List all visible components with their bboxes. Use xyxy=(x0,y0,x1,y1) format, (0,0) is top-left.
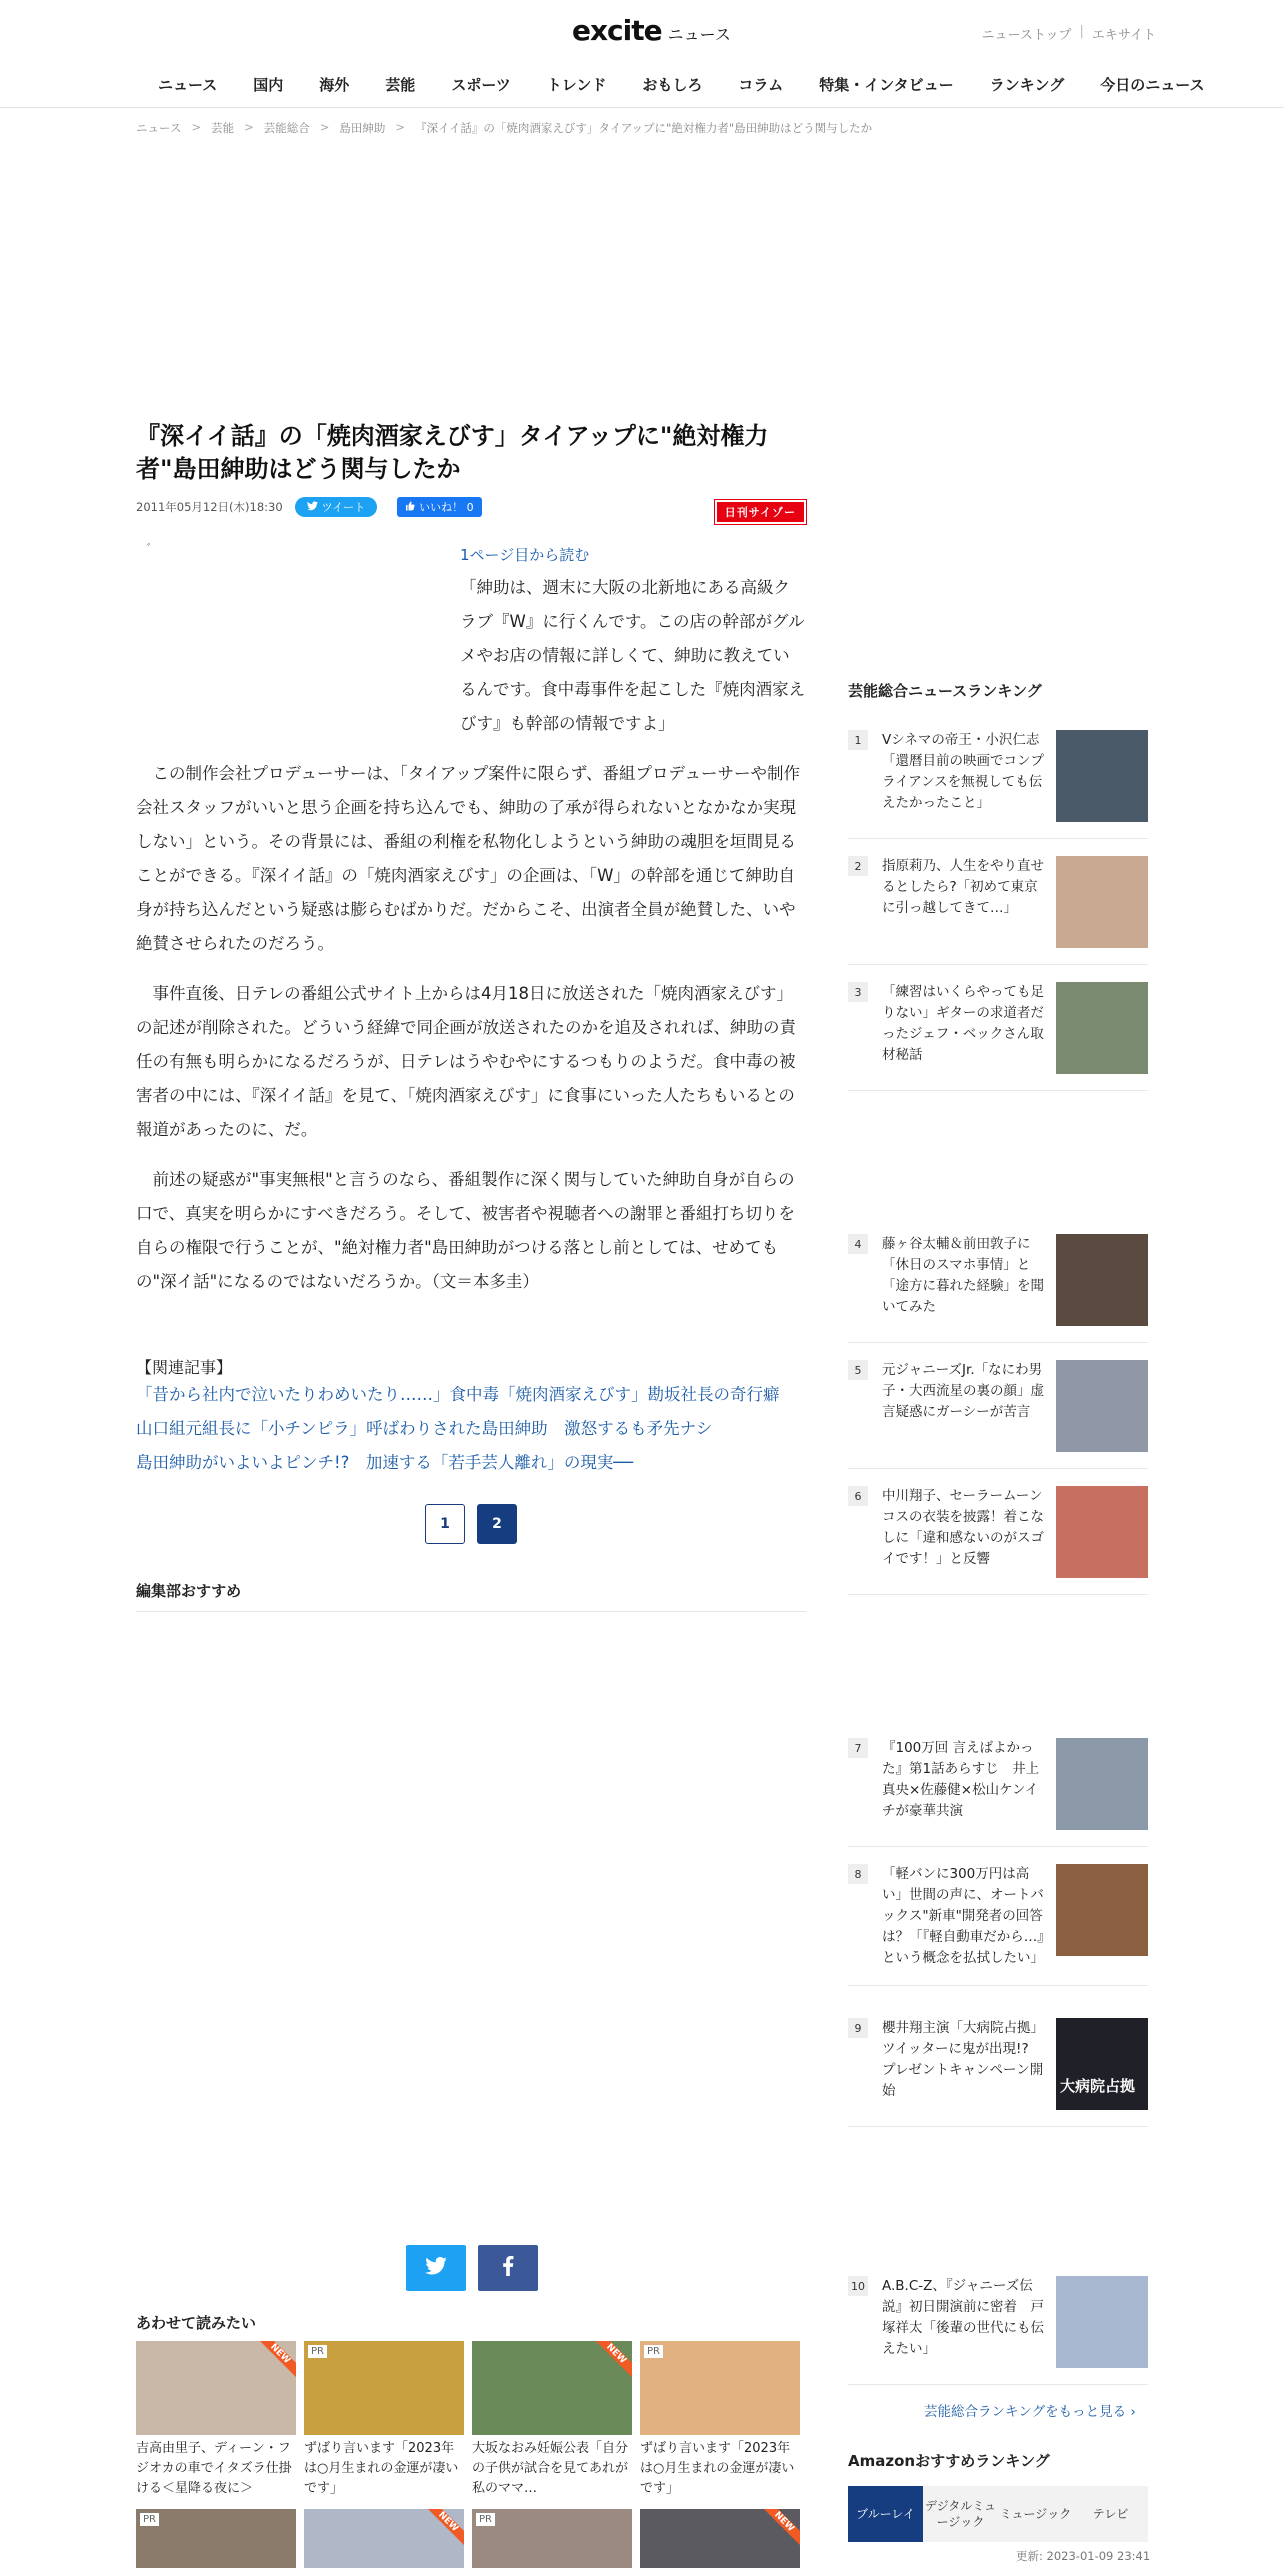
tab-digital-music[interactable]: デジタルミュージック xyxy=(924,2499,997,2529)
rank-title: Vシネマの帝王・小沢仁志「還暦目前の映画でコンプライアンスを無視しても伝えたかったこと」 xyxy=(882,732,1044,811)
nav-interview[interactable]: 特集・インタビュー xyxy=(819,76,954,94)
rank-title: 櫻井翔主演「大病院占拠」ツイッターに鬼が出現!? プレゼントキャンペーン開始 xyxy=(882,2020,1044,2099)
top-links xyxy=(982,24,1156,43)
rank-title: 中川翔子、セーラームーンコスの衣装を披露！着こなしに「違和感ないのがスゴイです！」と反響 xyxy=(882,1488,1044,1567)
divider: | xyxy=(1079,24,1084,39)
nav-news[interactable]: ニュース xyxy=(158,76,218,94)
also-read-heading: あわせて読みたい xyxy=(136,2314,257,2332)
card-thumbnail xyxy=(640,2509,800,2568)
nav-sports[interactable]: スポーツ xyxy=(451,76,511,94)
rank-title: 指原莉乃、人生をやり直せるとしたら?「初めて東京に引っ越してきて…」 xyxy=(882,858,1044,916)
related-articles-heading: 【関連記事】 xyxy=(136,1358,233,1378)
card-caption: ずばり言います「2023年は○月生まれの金運が凄いです」 xyxy=(304,2441,459,2496)
also-read-card[interactable] xyxy=(640,2509,800,2568)
breadcrumb-entertainment[interactable]: 芸能 xyxy=(211,121,235,135)
ranking-heading: 芸能総合ニュースランキング xyxy=(848,682,1042,700)
nav-trend[interactable]: トレンド xyxy=(546,76,607,94)
thumbs-up-icon xyxy=(405,501,415,514)
rank-number: 2 xyxy=(848,856,868,876)
card-thumbnail xyxy=(136,2509,296,2568)
ranking-item[interactable] xyxy=(848,1730,1148,1847)
excite-logo-mark: excite xyxy=(572,14,662,47)
chevron-right-icon: › xyxy=(1130,2404,1136,2420)
rank-thumbnail xyxy=(1056,1234,1148,1326)
also-read-card[interactable] xyxy=(304,2509,464,2568)
also-read-grid xyxy=(136,2341,806,2568)
rank-number: 3 xyxy=(848,982,868,1002)
site-header xyxy=(0,0,1284,108)
card-thumbnail xyxy=(304,2509,464,2568)
paragraph-text: この制作会社プロデューサーは、「タイアップ案件に限らず、番組プロデューサーや制作会社スタッフがいいと思う企画を持ち込んでも、紳助の了承が得られないとなかなか実現しない」という。その背景には、番組の利権を私物化しようという紳助の魂胆を垣間見ることができる。『深イイ話』の「焼肉酒家えびす」の企画は、「W」の幹部を通じて紳助自身が持ち込んだという疑惑は膨らむばかりだ。だからこそ、出演者全員が絶賛した、いや絶賛させられたのだろう。 xyxy=(136,764,800,954)
article-paragraph xyxy=(136,757,806,961)
excite-link[interactable]: エキサイト xyxy=(1091,28,1156,43)
page-2-button[interactable]: 2 xyxy=(477,1504,517,1544)
new-badge: NEW xyxy=(758,2509,800,2548)
new-badge: NEW xyxy=(422,2509,464,2548)
rank-title: 藤ヶ谷太輔＆前田敦子に「休日のスマホ事情」と「途方に暮れた経験」を聞いてみた xyxy=(882,1236,1044,1315)
tweet-button[interactable] xyxy=(295,497,377,517)
pr-badge: PR xyxy=(476,2513,495,2526)
breadcrumb-separator: > xyxy=(191,120,202,134)
ranking-item[interactable] xyxy=(848,1856,1148,1986)
rank-thumbnail xyxy=(1056,982,1148,1074)
also-read-card[interactable] xyxy=(472,2509,632,2568)
rank-number: 9 xyxy=(848,2018,868,2038)
rank-thumbnail xyxy=(1056,1360,1148,1452)
breadcrumb-entertainment-general[interactable]: 芸能総合 xyxy=(263,121,310,135)
twitter-bird-icon xyxy=(307,501,318,514)
new-badge: NEW xyxy=(590,2341,632,2380)
also-read-card[interactable] xyxy=(472,2341,632,2501)
card-caption: 吉高由里子、ディーン・フジオカの車でイタズラ仕掛ける＜星降る夜に＞ xyxy=(136,2441,292,2496)
ranking-item[interactable] xyxy=(848,974,1148,1091)
tab-tv[interactable]: テレビ xyxy=(1092,2507,1129,2521)
related-article-link[interactable]: 山口組元組長に「小チンピラ」呼ばわりされた島田紳助 激怒するも矛先ナシ xyxy=(136,1419,713,1439)
share-twitter-button[interactable] xyxy=(406,2245,466,2291)
rank-title: A.B.C-Z、『ジャニーズ伝説』初日開演前に密着 戸塚祥太「後輩の世代にも伝えたい」 xyxy=(882,2278,1044,2357)
also-read-section xyxy=(136,2312,806,2568)
more-ranking-label: 芸能総合ランキングをもっと見る xyxy=(924,2404,1127,2420)
rank-thumbnail xyxy=(1056,1864,1148,1956)
tab-music[interactable]: ミュージック xyxy=(999,2507,1072,2521)
nav-domestic[interactable]: 国内 xyxy=(253,76,284,94)
rank-thumbnail xyxy=(1056,2276,1148,2368)
ranking-item[interactable] xyxy=(848,722,1148,839)
article-meta xyxy=(136,496,806,518)
amazon-ranking-heading: Amazonおすすめランキング xyxy=(848,2452,1050,2470)
more-ranking-link[interactable] xyxy=(924,2400,1136,2420)
article-title: 『深イイ話』の「焼肉酒家えびす」タイアップに"絶対権力者"島田紳助はどう関与したか xyxy=(136,422,769,484)
rank-thumbnail xyxy=(1056,1486,1148,1578)
pr-badge: PR xyxy=(644,2345,663,2358)
logo-subtitle: ニュース xyxy=(667,25,731,44)
twitter-icon xyxy=(425,2256,447,2280)
editor-picks-heading: 編集部おすすめ xyxy=(136,1580,806,1612)
card-thumbnail xyxy=(472,2341,632,2435)
share-buttons xyxy=(406,2245,538,2291)
nav-ranking[interactable]: ランキング xyxy=(989,76,1065,94)
global-nav xyxy=(140,74,1222,95)
also-read-card[interactable] xyxy=(136,2509,296,2568)
nav-entertainment[interactable]: 芸能 xyxy=(385,76,416,94)
image-mark: ゛ xyxy=(146,543,160,560)
article-body xyxy=(136,544,806,1299)
rank-number: 8 xyxy=(848,1864,868,1884)
ranking-item[interactable] xyxy=(848,2268,1148,2385)
article-image xyxy=(136,544,446,784)
pr-badge: PR xyxy=(308,2345,327,2358)
also-read-card[interactable] xyxy=(304,2341,464,2501)
rank-number: 5 xyxy=(848,1360,868,1380)
ranking-item[interactable] xyxy=(848,1478,1148,1595)
breadcrumb-news[interactable]: ニュース xyxy=(136,121,182,135)
breadcrumb-current: 『深イイ話』の「焼肉酒家えびす」タイアップに"絶対権力者"島田紳助はどう関与したか xyxy=(415,121,873,135)
like-label: いいね！ 0 xyxy=(419,501,474,515)
tab-bluray[interactable]: ブルーレイ xyxy=(848,2486,923,2542)
related-article-link[interactable]: 島田紳助がいよいよピンチ!? 加速する「若手芸人離れ」の現実── xyxy=(136,1453,634,1473)
card-thumbnail xyxy=(472,2509,632,2568)
breadcrumb xyxy=(136,120,872,136)
breadcrumb-person[interactable]: 島田紳助 xyxy=(339,121,386,135)
article-date: 2011年05月12日(木)18:30 xyxy=(136,500,283,515)
new-badge: NEW xyxy=(254,2341,296,2380)
share-facebook-button[interactable] xyxy=(478,2245,538,2291)
thumbnail-text: 大病院占拠 xyxy=(1060,2077,1136,2095)
rank-thumbnail xyxy=(1056,730,1148,822)
article-paragraph: 「紳助は、週末に大阪の北新地にある高級クラブ『W』に行くんです。この店の幹部がグルメやお店の情報に詳しくて、紳助に教えているんです。食中毒事件を起こした『焼肉酒家えびす』も幹部の情報ですよ」 xyxy=(460,578,806,734)
also-read-card[interactable] xyxy=(640,2341,800,2501)
card-thumbnail xyxy=(136,2341,296,2435)
ranking-item[interactable] xyxy=(848,2010,1148,2127)
breadcrumb-separator: > xyxy=(244,120,254,134)
rank-title: 「軽バンに300万円は高い」世間の声に、オートバックス"新車"開発者の回答は？「『軽自動車だから…』という概念を払拭したい」 xyxy=(882,1866,1044,1966)
page-1-button[interactable]: 1 xyxy=(425,1504,465,1544)
nav-funny[interactable]: おもしろ xyxy=(642,76,703,94)
ranking-item[interactable] xyxy=(848,1352,1148,1469)
nav-column[interactable]: コラム xyxy=(738,76,784,94)
rank-number: 4 xyxy=(848,1234,868,1254)
article-paragraph: 事件直後、日テレの番組公式サイト上からは4月18日に放送された「焼肉酒家えびす」の記述が削除された。どういう経緯で同企画が放送されたのかを追及されれば、紳助の責任の有無も明らかになるだろうが、日テレはうやむやにするつもりのようだ。食中毒の被害者の中には、『深イイ話』を見て、「焼肉酒家えびす」に食事にいった人たちもいるとの報道があったのに、だ。 xyxy=(136,984,796,1140)
sidebar-ranking-heading-wrap xyxy=(848,680,1148,701)
rank-thumbnail xyxy=(1056,1738,1148,1830)
nav-today[interactable]: 今日のニュース xyxy=(1100,76,1205,94)
article-paragraph: 前述の疑惑が"事実無根"と言うのなら、番組製作に深く関与していた紳助自身が自らの口で、真実を明らかにすべきだろう。そして、被害者や視聴者への謝罪と番組打ち切りを自らの権限で行うことが、"絶対権力者"島田紳助がつける落とし前としては、せめてもの"深イ話"になるのではないだろうか。（文＝本多圭） xyxy=(136,1170,796,1292)
updated-timestamp: 更新: 2023-01-09 23:41 xyxy=(1016,2549,1151,2563)
breadcrumb-separator: > xyxy=(395,120,405,134)
amazon-tabs xyxy=(848,2486,1148,2542)
rank-number: 7 xyxy=(848,1738,868,1758)
rank-number: 1 xyxy=(848,730,868,750)
rank-title: 『100万回 言えばよかった』第1話あらすじ 井上真央×佐藤健×松山ケンイチが豪華共演 xyxy=(882,1740,1040,1819)
rank-title: 元ジャニーズJr.「なにわ男子・大西流星の裏の顔」虚言疑惑にガーシーが苦言 xyxy=(882,1362,1044,1420)
read-first-page-link[interactable]: 1ページ目から読む xyxy=(460,546,590,565)
ranking-item[interactable] xyxy=(848,1226,1148,1343)
rank-number: 10 xyxy=(848,2276,868,2296)
related-article-link[interactable]: 「昔から社内で泣いたりわめいたり……」食中毒「焼肉酒家えびす」勘坂社長の奇行癖 xyxy=(136,1385,780,1405)
card-thumbnail xyxy=(304,2341,464,2435)
card-caption: ずばり言います「2023年は○月生まれの金運が凄いです」 xyxy=(640,2441,795,2496)
pr-badge: PR xyxy=(140,2513,159,2526)
also-read-card[interactable] xyxy=(136,2341,296,2501)
news-top-link[interactable]: ニューストップ xyxy=(981,28,1072,43)
ranking-item[interactable] xyxy=(848,848,1148,965)
rank-thumbnail xyxy=(1056,2018,1148,2110)
breadcrumb-separator: > xyxy=(319,120,330,134)
facebook-like-button[interactable] xyxy=(397,497,482,517)
tweet-label: ツイート xyxy=(321,501,366,515)
rank-number: 6 xyxy=(848,1486,868,1506)
rank-thumbnail xyxy=(1056,856,1148,948)
excite-news-logo[interactable] xyxy=(572,14,731,47)
facebook-icon xyxy=(502,2256,514,2281)
source-logo[interactable]: 日刊サイゾー xyxy=(715,500,806,524)
rank-title: 「練習はいくらやっても足りない」ギターの求道者だったジェフ・ベックさん取材秘話 xyxy=(882,984,1044,1063)
pagination xyxy=(136,1504,806,1544)
article xyxy=(136,420,806,1612)
card-caption: 大坂なおみ妊娠公表「自分の子供が試合を見てあれが私のママ… xyxy=(472,2441,629,2496)
card-thumbnail xyxy=(640,2341,800,2435)
nav-overseas[interactable]: 海外 xyxy=(319,76,350,94)
